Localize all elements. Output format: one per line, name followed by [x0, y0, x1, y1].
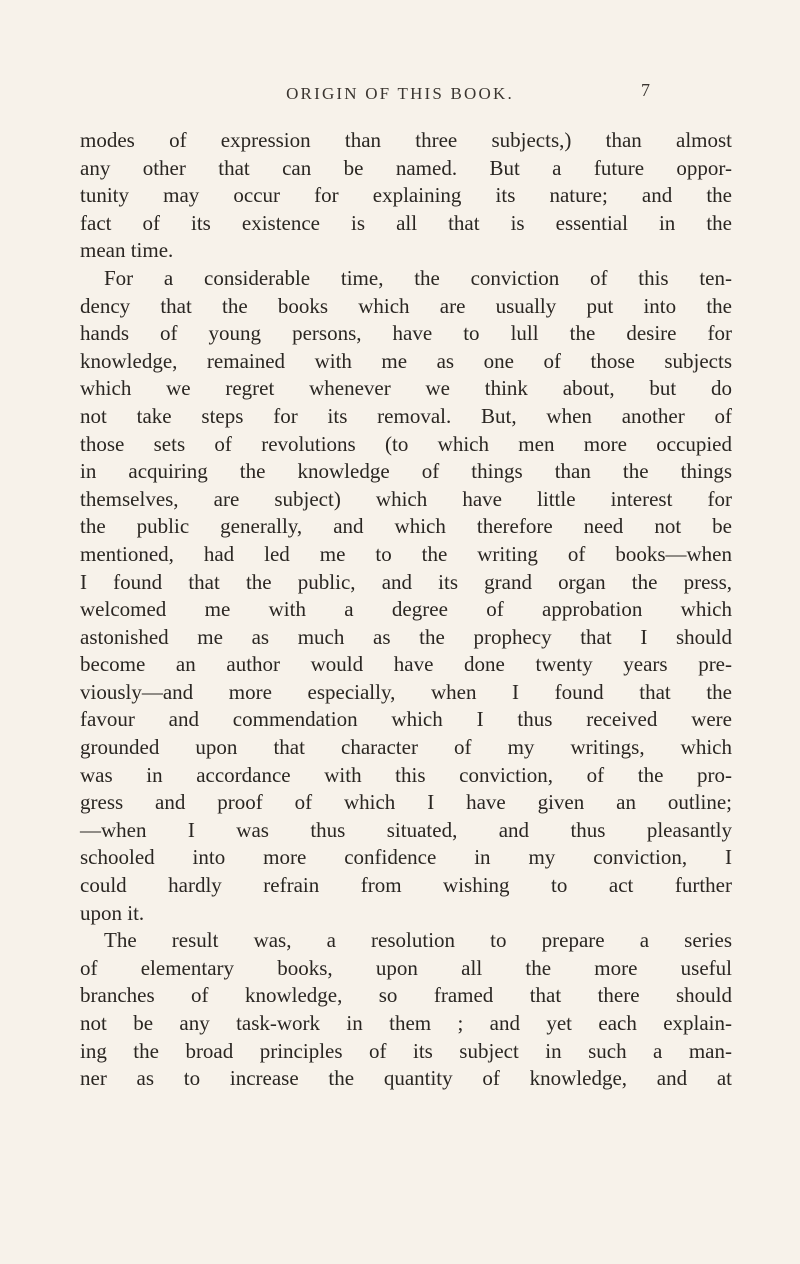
- text-line: welcomed me with a degree of approbation which: [80, 597, 732, 622]
- text-line: modes of expression than three subjects,) than almost: [80, 128, 732, 152]
- body-text: [80, 127, 732, 1093]
- text-line: knowledge, remained with me as one of those subjects: [80, 348, 732, 373]
- page-number: 7: [641, 80, 650, 100]
- text-line: branches of knowledge, so framed that there should: [80, 983, 732, 1008]
- text-line: mean time.: [80, 238, 174, 263]
- text-line: astonished me as much as the prophecy that I should: [80, 624, 732, 649]
- text-line: mentioned, had led me to the writing of books—when: [80, 541, 732, 566]
- text-line: viously—and more especially, when I found that the: [80, 679, 732, 704]
- text-line: gress and proof of which I have given an outline;: [80, 790, 732, 815]
- text-line: I found that the public, and its grand organ the press,: [80, 569, 732, 594]
- text-line: upon it.: [80, 900, 145, 925]
- text-line: not be any task-work in them ; and yet each explain-: [80, 1011, 732, 1035]
- text-line: fact of its existence is all that is essential in the: [80, 210, 732, 235]
- text-line: favour and commendation which I thus received were: [80, 707, 732, 732]
- text-line: themselves, are subject) which have little interest for: [80, 486, 732, 511]
- text-line: those sets of revolutions (to which men more occupied: [80, 431, 732, 456]
- text-line: grounded upon that character of my writings, which: [80, 735, 732, 760]
- text-line: ner as to increase the quantity of knowledge, and at: [80, 1066, 732, 1091]
- text-line: For a considerable time, the conviction of this ten-: [104, 265, 732, 290]
- text-line: schooled into more confidence in my conviction, I: [80, 845, 732, 870]
- text-line: tunity may occur for explaining its nature; and the: [80, 183, 732, 208]
- text-line: of elementary books, upon all the more useful: [80, 955, 732, 980]
- text-line: hands of young persons, have to lull the desire for: [80, 321, 732, 346]
- text-line: —when I was thus situated, and thus pleasantly: [80, 817, 732, 842]
- text-line: the public generally, and which therefore need not be: [80, 514, 732, 539]
- text-line: any other that can be named. But a future oppor-: [80, 155, 732, 180]
- text-line: was in accordance with this conviction, of the pro-: [80, 762, 732, 787]
- text-line: ing the broad principles of its subject in such a man-: [80, 1038, 732, 1063]
- text-line: which we regret whenever we think about, but do: [80, 376, 732, 401]
- text-line: become an author would have done twenty years pre-: [80, 652, 732, 677]
- text-line: could hardly refrain from wishing to act further: [80, 873, 732, 898]
- text-line: dency that the books which are usually put into the: [80, 293, 732, 318]
- text-line: The result was, a resolution to prepare a series: [104, 928, 732, 953]
- text-line: not take steps for its removal. But, when another of: [80, 403, 732, 428]
- text-line: in acquiring the knowledge of things than the things: [80, 459, 732, 484]
- running-title: ORIGIN OF THIS BOOK.: [286, 84, 514, 103]
